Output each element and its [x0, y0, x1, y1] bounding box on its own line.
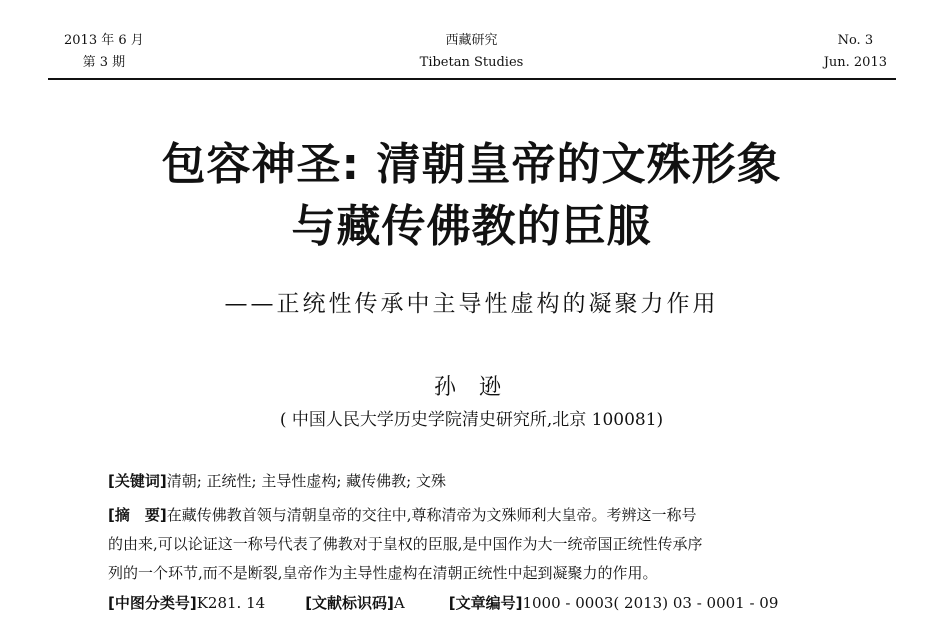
journal-date: 2013 年 6 月: [64, 33, 144, 48]
article-number-label: [文章编号]: [448, 594, 523, 612]
classification-line: [108, 592, 844, 613]
journal-name-cn: 西藏研究: [445, 33, 498, 48]
author-affiliation: ( 中国人民大学历史学院清史研究所,北京 100081): [279, 410, 664, 430]
article-number-value: 1000 - 0003( 2013) 03 - 0001 - 09: [522, 594, 779, 612]
abstract-line1: 在藏传佛教首领与清朝皇帝的交往中,尊称清帝为文殊师利大皇帝。考辨这一称号: [166, 506, 697, 524]
paper-title-line2: 与藏传佛教的臣服: [291, 201, 652, 252]
abstract-label: [摘 要]: [108, 506, 167, 524]
abstract: [108, 501, 844, 588]
paper-title-line1: 包容神圣: 清朝皇帝的文殊形象: [161, 139, 782, 190]
doc-code-value: A: [393, 594, 405, 612]
journal-number-block: [824, 30, 887, 74]
clc-value: K281. 14: [196, 594, 266, 612]
journal-number: No. 3: [837, 33, 874, 48]
clc-label: [中图分类号]: [108, 594, 197, 612]
paper-subtitle: ——正统性传承中主导性虚构的凝聚力作用: [224, 291, 719, 317]
keywords: [108, 470, 844, 491]
journal-issue: 第 3 期: [82, 55, 126, 70]
abstract-line3: 列的一个环节,而不是断裂,皇帝作为主导性虚构在清朝正统性中起到凝聚力的作用。: [108, 564, 658, 582]
journal-name-en: Tibetan Studies: [419, 55, 524, 70]
journal-name-block: [0, 30, 943, 74]
keywords-text: 清朝; 正统性; 主导性虚构; 藏传佛教; 文殊: [166, 472, 447, 490]
author-name: 孙 逊: [434, 375, 509, 400]
journal-month-year: Jun. 2013: [823, 55, 887, 70]
doc-code-label: [文献标识码]: [305, 594, 394, 612]
header-rule: [48, 78, 896, 80]
abstract-line2: 的由来,可以论证这一称号代表了佛教对于皇权的臣服,是中国作为大一统帝国正统性传承序: [108, 535, 703, 553]
keywords-label: [关键词]: [108, 472, 167, 490]
